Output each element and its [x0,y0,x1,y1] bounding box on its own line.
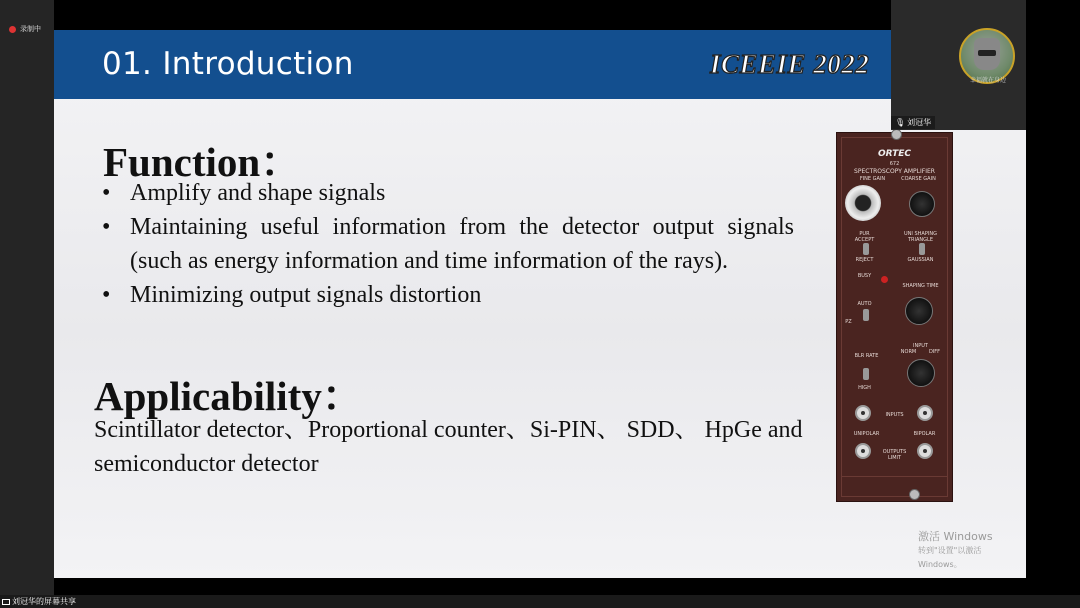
list-item: • Amplify and shape signals [102,176,794,210]
left-sidebar [0,0,54,595]
coarse-gain-knob-icon [909,191,935,217]
bullet-icon: • [102,282,111,308]
list-item: • Minimizing output signals distortion [102,278,794,312]
slide-title: 01. Introduction [102,46,354,82]
function-heading: Function： [103,139,302,185]
screen-share-label: 刘冠华的屏幕共享 [2,596,76,607]
bottom-status-bar [0,595,1080,608]
list-item: • Maintaining useful information from the detector output signals (such as energy information and time information of the rays). [102,210,794,278]
amplifier-image: ORTEC 672 SPECTROSCOPY AMPLIFIER FINE GAIN COARSE GAIN PUR ACCEPT REJECT UNI SHAPING TRIANGLE GAUSSIAN BUSY SHAPING TIME AUTO PZ BLR RATE INPUT NORM DIFF HIGH INPUTS UNIPOLAR BIPOLAR OUTPUTS LIMIT [836,132,953,502]
recording-label: 录制中 [20,25,41,33]
instrument-brand: ORTEC [877,149,912,159]
windows-activation-watermark: 激活 Windows 转到"设置"以激活 Windows。 [918,530,993,569]
screen-share-icon [2,599,10,605]
fine-gain-knob-icon [845,185,881,221]
bullet-icon: • [102,180,111,206]
busy-led-icon [881,276,888,283]
participant-name-tag: 🎙 刘冠华 [891,116,935,129]
avatar-caption: 幸福就在身边 [969,77,1006,84]
microphone-icon: 🎙 [895,118,906,127]
function-list [102,176,794,312]
presentation-slide [54,30,1026,578]
conference-logo: ICEEIE 2022 [710,49,870,79]
input-knob-icon [907,359,935,387]
slide-header [54,30,1026,99]
applicability-text: Scintillator detector、Proportional counter、Si-PIN、 SDD、 HpGe and semiconductor detector [94,417,803,477]
record-icon [9,26,16,33]
applicability-heading: Applicability： [94,373,363,419]
bullet-icon: • [102,214,111,240]
recording-indicator[interactable] [9,24,41,34]
screw-icon [909,489,920,500]
screw-icon [891,129,902,140]
